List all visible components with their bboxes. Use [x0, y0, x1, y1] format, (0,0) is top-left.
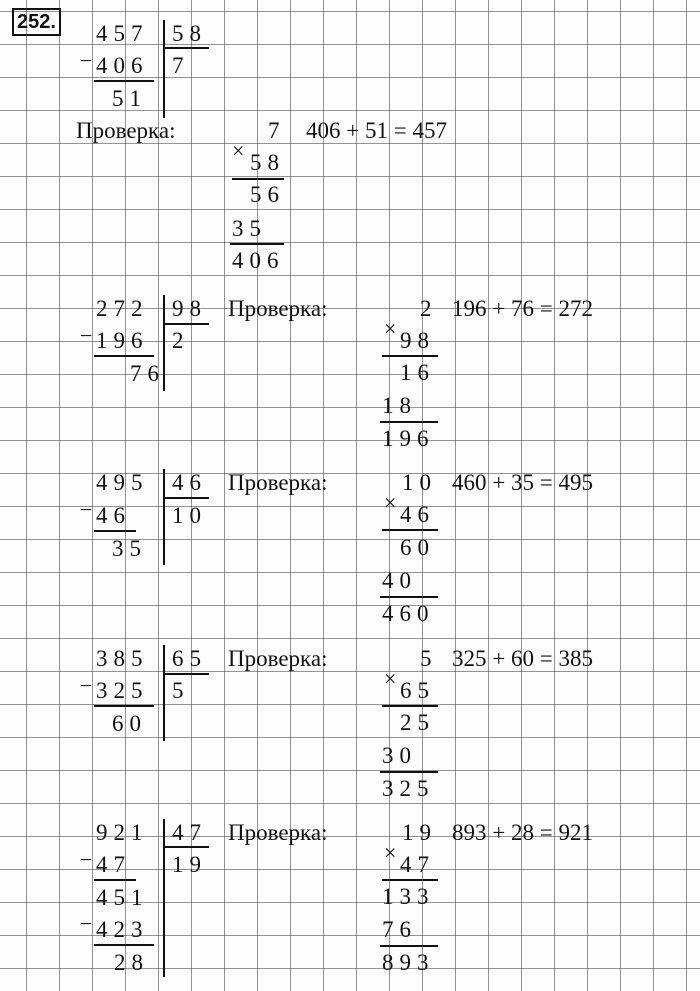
subtrahend: 325	[96, 678, 149, 703]
remainder: 51	[112, 86, 147, 111]
sum-line	[380, 945, 438, 947]
quotient: 7	[172, 53, 184, 78]
addition-check: 406 + 51 = 457	[306, 118, 447, 143]
subtrahend: 406	[96, 53, 149, 78]
multiplier-bottom: 58	[250, 150, 285, 175]
check-label: Проверка:	[228, 296, 328, 321]
divisor: 47	[172, 820, 207, 845]
check-label: Проверка:	[228, 646, 328, 671]
partial-product-2: 76	[382, 917, 417, 942]
multiplier-top: 7	[268, 118, 280, 143]
exercise-number: 252.	[12, 8, 61, 36]
dividend: 921	[96, 820, 149, 845]
check-label: Проверка:	[76, 118, 176, 143]
divisor: 65	[172, 646, 207, 671]
multiplier-bottom: 46	[400, 502, 435, 527]
divisor: 58	[172, 21, 207, 46]
partial-product-2: 40	[382, 568, 417, 593]
multiplication-line	[382, 355, 438, 357]
times-sign: ×	[384, 490, 397, 515]
division-vertical-bar	[163, 645, 165, 741]
subtraction-line	[94, 355, 154, 357]
partial-product-1: 133	[382, 884, 435, 909]
product: 893	[382, 950, 435, 975]
multiplier-top: 10	[402, 470, 437, 495]
product: 406	[232, 248, 285, 273]
product: 325	[382, 776, 435, 801]
dividend: 272	[96, 296, 149, 321]
divisor-underline	[165, 47, 209, 49]
multiplier-bottom: 47	[400, 852, 435, 877]
partial-product-1: 56	[250, 182, 285, 207]
multiplier-bottom: 65	[400, 678, 435, 703]
partial-product-1: 25	[400, 710, 435, 735]
divisor-underline	[165, 497, 209, 499]
quotient: 2	[172, 328, 184, 353]
remainder: 28	[114, 950, 149, 975]
minus-sign: −	[80, 48, 93, 73]
multiplication-line	[232, 178, 284, 180]
dividend: 385	[96, 646, 149, 671]
quotient: 10	[172, 503, 207, 528]
subtraction-line	[94, 80, 154, 82]
subtraction-line	[94, 705, 154, 707]
multiplication-line	[382, 879, 438, 881]
division-vertical-bar	[163, 20, 165, 118]
times-sign: ×	[384, 666, 397, 691]
divisor-underline	[165, 323, 209, 325]
multiplier-bottom: 98	[400, 328, 435, 353]
remainder: 60	[112, 711, 147, 736]
addition-check: 893 + 28 = 921	[452, 820, 593, 845]
multiplication-line	[382, 529, 438, 531]
division-vertical-bar	[163, 469, 165, 565]
minus-sign: −	[80, 323, 93, 348]
remainder: 35	[112, 536, 147, 561]
divisor: 98	[172, 296, 207, 321]
subtrahend: 47	[96, 852, 131, 877]
minus-sign: −	[80, 911, 93, 936]
check-label: Проверка:	[228, 820, 328, 845]
multiplier-top: 2	[420, 296, 432, 321]
partial-product-2: 30	[382, 743, 417, 768]
partial-product-1: 16	[400, 360, 435, 385]
sum-line	[380, 596, 438, 598]
quotient: 5	[172, 678, 184, 703]
divisor-underline	[165, 673, 209, 675]
divisor: 46	[172, 470, 207, 495]
times-sign: ×	[384, 840, 397, 865]
multiplier-top: 5	[420, 646, 432, 671]
sum-line	[380, 771, 438, 773]
product: 196	[382, 426, 435, 451]
addition-check: 325 + 60 = 385	[452, 646, 593, 671]
remainder: 76	[130, 361, 165, 386]
subtrahend: 46	[96, 503, 131, 528]
minus-sign: −	[80, 673, 93, 698]
partial-product-1: 60	[400, 535, 435, 560]
subtrahend: 196	[96, 328, 149, 353]
dividend: 457	[96, 21, 149, 46]
subtraction-line	[94, 530, 136, 532]
product: 460	[382, 601, 435, 626]
partial-product-2: 18	[382, 393, 417, 418]
multiplier-top: 19	[402, 820, 437, 845]
quotient: 19	[172, 852, 207, 877]
check-label: Проверка:	[228, 470, 328, 495]
sum-line	[380, 421, 438, 423]
minus-sign: −	[80, 497, 93, 522]
subtrahend-2: 423	[96, 917, 149, 942]
subtraction-line	[94, 944, 154, 946]
multiplication-line	[382, 705, 438, 707]
minus-sign: −	[80, 847, 93, 872]
sum-line	[230, 243, 284, 245]
division-vertical-bar	[163, 819, 165, 977]
partial-remainder: 451	[96, 885, 149, 910]
divisor-underline	[165, 846, 209, 848]
times-sign: ×	[232, 138, 245, 163]
addition-check: 460 + 35 = 495	[452, 470, 593, 495]
addition-check: 196 + 76 = 272	[452, 296, 593, 321]
subtraction-line	[94, 879, 136, 881]
partial-product-2: 35	[232, 216, 267, 241]
dividend: 495	[96, 470, 149, 495]
times-sign: ×	[384, 316, 397, 341]
